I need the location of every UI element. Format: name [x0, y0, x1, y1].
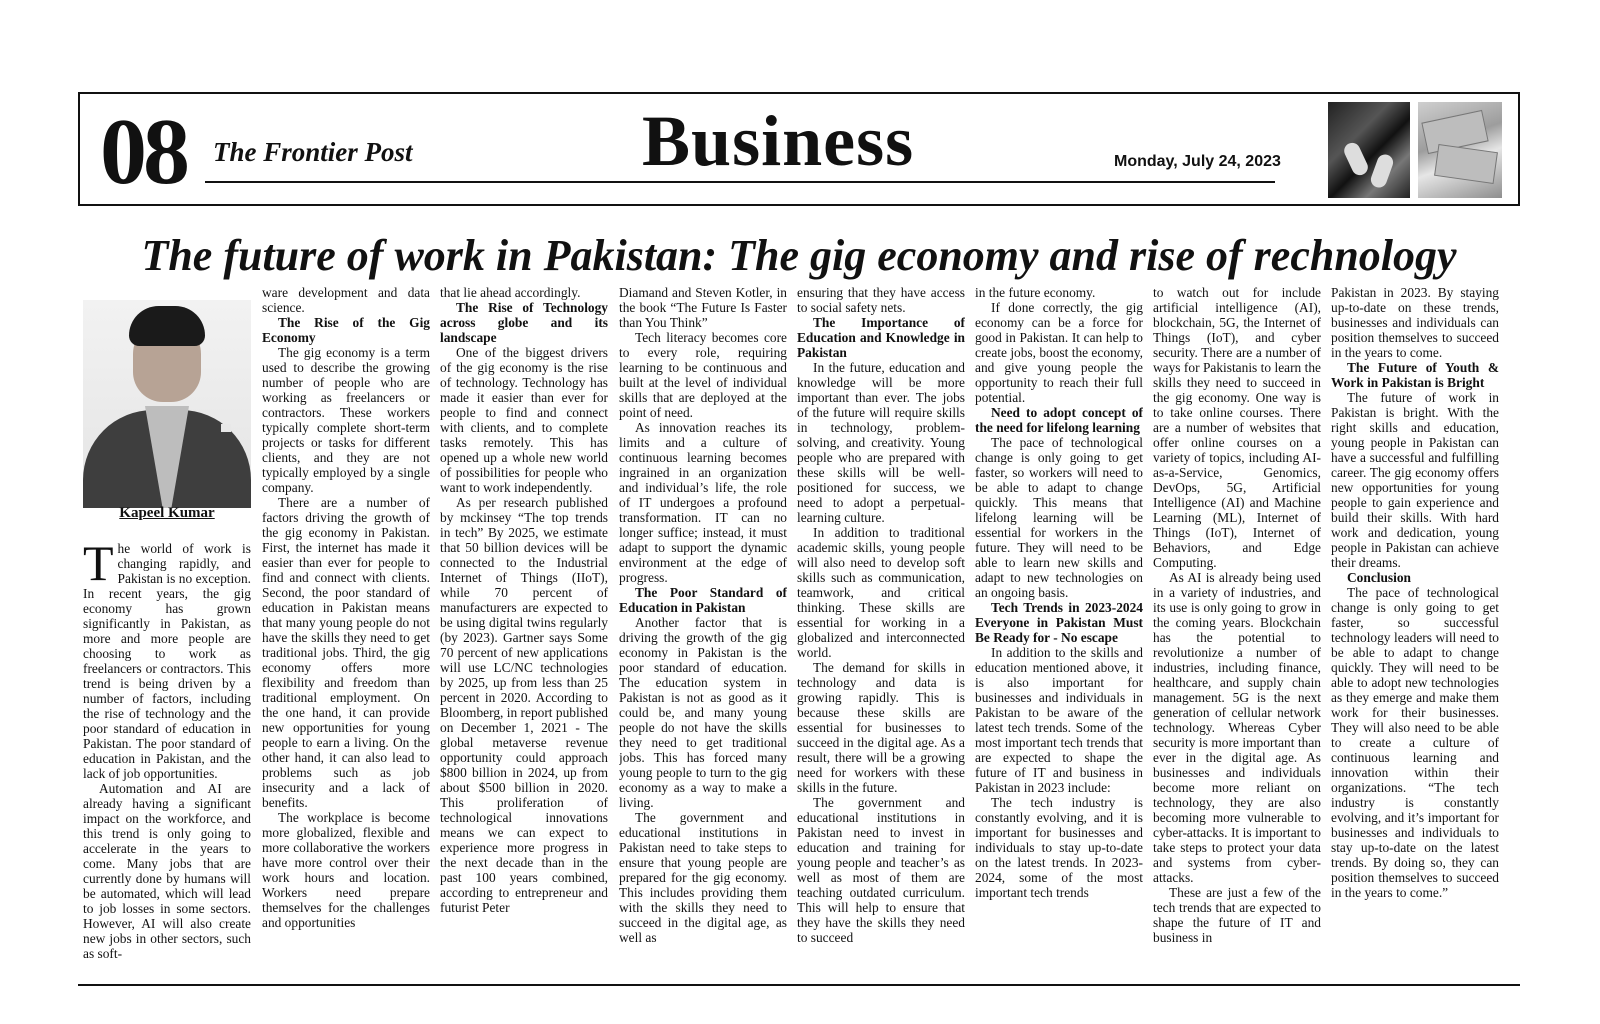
paragraph: ensuring that they have access to social safety nets. — [797, 285, 965, 315]
drop-cap: T — [83, 541, 114, 591]
paragraph: As innovation reaches its limits and a culture of continuous learning becomes ingrained in an organization and individual’s life, the role of IT undergoes a profound transformation. IT can no longer suffice; instead, it must adapt to support the dynamic environment at the edge of progress. — [619, 420, 787, 585]
paragraph: The future of work in Pakistan is bright. With the right skills and education, young people in Pakistan can have a successful and fulfilling career. The gig economy offers new opportunities for young people to gain experience and build their skills. With hard work and dedication, young people in Pakistan can achieve their dreams. — [1331, 390, 1499, 570]
hands-trading-board-image — [1328, 102, 1410, 198]
paragraph: These are just a few of the tech trends that are expected to shape the future of IT and business in — [1153, 885, 1321, 945]
masthead-rule — [205, 181, 1275, 183]
author-byline: Kapeel Kumar — [119, 505, 215, 521]
paragraph: If done correctly, the gig economy can be a force for good in Pakistan. It can help to create jobs, boost the economy, and give young people the opportunity to reach their full potential. — [975, 300, 1143, 405]
subheading: The Rise of Technology across globe and its landscape — [440, 300, 608, 345]
paragraph: to watch out for include artificial intelligence (AI), blockchain, 5G, the Internet of Things (IoT), and cyber security. There are a number of ways for Pakistanis to learn the skills they need to succeed in the gig economy. One way is to take online courses. There are a number of websites that offer online courses on a variety of topics, including AI-as-a-Service, Genomics, DevOps, 5G, Artificial Intelligence (AI) and Machine Learning (ML), Internet of Things (IoT), Internet of Behaviors, and Edge Computing. — [1153, 285, 1321, 570]
article-column-7 — [1153, 285, 1321, 981]
paragraph: In addition to the skills and education mentioned above, it is also important for businesses and individuals in Pakistan to be aware of the latest tech trends. Some of the most important tech trends that are expected to shape the future of IT and business in Pakistan in 2023 include: — [975, 645, 1143, 795]
author-photo — [83, 300, 251, 508]
lead-paragraph — [83, 541, 251, 781]
paragraph: Another factor that is driving the growth of the gig economy in Pakistan is the poor standard of education. The education system in Pakistan is not as good as it could be, and many young people do not have the skills they need to get traditional jobs. This has forced many young people to turn to the gig economy as a way to make a living. — [619, 615, 787, 810]
paragraph: The government and educational institutions in Pakistan need to take steps to ensure that young people are prepared for the gig economy. This includes providing them with the skills they need to succeed in the digital age, as well as — [619, 810, 787, 945]
paragraph: The gig economy is a term used to describe the growing number of people who are working as freelancers or contractors. These workers typically complete short-term projects or tasks for different clients, and they are not typically employed by a single company. — [262, 345, 430, 495]
newspaper-name: The Frontier Post — [213, 137, 413, 167]
section-title: Business — [642, 101, 915, 181]
subheading: The Rise of the Gig Economy — [262, 315, 430, 345]
masthead — [78, 92, 1520, 206]
paragraph: As per research published by mckinsey “The top trends in tech” By 2025, we estimate that 50 billion devices will be connected to the Industrial Internet of Things (IIoT), while 70 percent of manufacturers are expected to be using digital twins regularly (by 2023). Gartner says Some 70 percent of new applications will use LC/NC technologies by 2025, up from less than 25 percent in 2020. According to Bloomberg, in report published on December 1, 2021 - The global metaverse revenue opportunity could approach $800 billion in 2024, up from about $500 billion in 2020. This proliferation of technological innovations means we can expect to experience more progress in the next decade than in the past 100 years combined, according to entrepreneur and futurist Peter — [440, 495, 608, 915]
article-column-1 — [83, 541, 251, 981]
article-column-8 — [1331, 285, 1499, 981]
subheading: Tech Trends in 2023-2024 Everyone in Pakistan Must Be Ready for - No escape — [975, 600, 1143, 645]
article-column-5 — [797, 285, 965, 981]
paragraph: The pace of technological change is only going to get faster, so successful technology leaders will need to be able to adapt to change quickly. They will need to be able to adopt new technologies as they emerge and make them work for their businesses. They will also need to be able to create a culture of continuous learning and innovation within their organizations. “The tech industry is constantly evolving, and it’s important for businesses and individuals to stay up-to-date on the latest trends. By doing so, they can position themselves to succeed in the years to come.” — [1331, 585, 1499, 900]
paragraph: The government and educational institutions in Pakistan need to invest in education and training for young people and teacher’s as well as most of them are teaching outdated curriculum. This will help to ensure that they have the skills they need to succeed — [797, 795, 965, 945]
paragraph: ware development and data science. — [262, 285, 430, 315]
paragraph: that lie ahead accordingly. — [440, 285, 581, 300]
paragraph: The pace of technological change is only going to get faster, so workers will need to be able to adapt to change quickly. This means that lifelong learning will be essential for workers in the future. They will need to be able to learn new skills and adapt to new technologies on an ongoing basis. — [975, 435, 1143, 600]
subheading: Conclusion — [1347, 570, 1411, 585]
subheading: The Poor Standard of Education in Pakistan — [619, 585, 787, 615]
paragraph: In addition to traditional academic skills, young people will also need to develop soft skills such as communication, teamwork, and critical thinking. These skills are essential for working in a globalized and interconnected world. — [797, 525, 965, 660]
paragraph: In the future, education and knowledge will be more important than ever. The jobs of the future will require skills in technology, problem-solving, and creativity. Young people who are prepared with these skills will be well-positioned for success, we need to adopt a perpetual-learning culture. — [797, 360, 965, 525]
paragraph: Pakistan in 2023. By staying up-to-date on these trends, businesses and individuals can position themselves to succeed in the years to come. — [1331, 285, 1499, 360]
paragraph: in the future economy. — [975, 285, 1096, 300]
subheading: The Future of Youth & Work in Pakistan is Bright — [1331, 360, 1499, 390]
article-column-4 — [619, 285, 787, 981]
paragraph: One of the biggest drivers of the gig economy is the rise of technology. Technology has made it easier than ever for people to find and connect with clients, and to complete tasks remotely. This has opened up a whole new world of possibilities for people who want to work independently. — [440, 345, 608, 495]
paragraph: The demand for skills in technology and data is growing rapidly. This is because these skills are essential for businesses to succeed in the digital age. As a result, there will be a growing need for workers with these skills in the future. — [797, 660, 965, 795]
paragraph: The workplace is become more globalized, flexible and more collaborative the workers have more control over their work hours and location. Workers need prepare themselves for the challenges and opportunities — [262, 810, 430, 930]
paragraph: As AI is already being used in a variety of industries, and its use is only going to grow in the coming years. Blockchain has the potential to revolutionize a number of industries, including finance, healthcare, and supply chain management. 5G is the next generation of cellular network technology. Whereas Cyber security is more important than ever in the digital age. As businesses and individuals become more reliant on technology, they are also becoming more vulnerable to cyber-attacks. It is important to take steps to protect your data and systems from cyber-attacks. — [1153, 570, 1321, 885]
paragraph: Automation and AI are already having a significant impact on the workforce, and this trend is only going to accelerate in the years to come. Many jobs that are currently done by humans will be automated, which will lead to job losses in some sectors. However, AI will also create new jobs in other sectors, such as soft- — [83, 781, 251, 961]
article-column-3 — [440, 285, 608, 981]
issue-date: Monday, July 24, 2023 — [1114, 153, 1281, 170]
paragraph: Diamand and Steven Kotler, in the book “The Future Is Faster than You Think” — [619, 285, 787, 330]
page-number: 08 — [100, 100, 186, 204]
paragraph: Tech literacy becomes core to every role, requiring learning to be continuous and built at the level of individual skills that are deployed at the point of need. — [619, 330, 787, 420]
subheading: The Importance of Education and Knowledge in Pakistan — [797, 315, 965, 360]
lead-paragraph-text: he world of work is changing rapidly, and Pakistan is no exception. In recent years, the gig economy has grown significantly in Pakistan, as more and more people are choosing to work as freelancers or contractors. This trend is being driven by a number of factors, including the rise of technology and the poor standard of education in Pakistan. The poor standard of education in Pakistan, and the lack of job opportunities. — [83, 541, 251, 781]
article-headline: The future of work in Pakistan: The gig economy and rise of rechnology — [141, 231, 1457, 280]
paragraph: There are a number of factors driving the growth of the gig economy in Pakistan. First, the internet has made it easier than ever for people to find and connect with clients. Second, the poor standard of education in Pakistan means that many young people do not have the skills they need to get traditional jobs. Third, the gig economy offers more flexibility and freedom than traditional employment. On the one hand, it can provide new opportunities for young people to earn a living. On the other hand, it can also lead to problems such as job insecurity and a lack of benefits. — [262, 495, 430, 810]
article-column-2 — [262, 285, 430, 981]
banknotes-image — [1418, 102, 1502, 198]
page-bottom-rule — [78, 984, 1520, 986]
paragraph: The tech industry is constantly evolving, and it is important for businesses and individuals to stay up-to-date on the latest trends. In 2023-2024, some of the most important tech trends — [975, 795, 1143, 900]
subheading: Need to adopt concept of the need for lifelong learning — [975, 405, 1143, 435]
article-column-6 — [975, 285, 1143, 981]
